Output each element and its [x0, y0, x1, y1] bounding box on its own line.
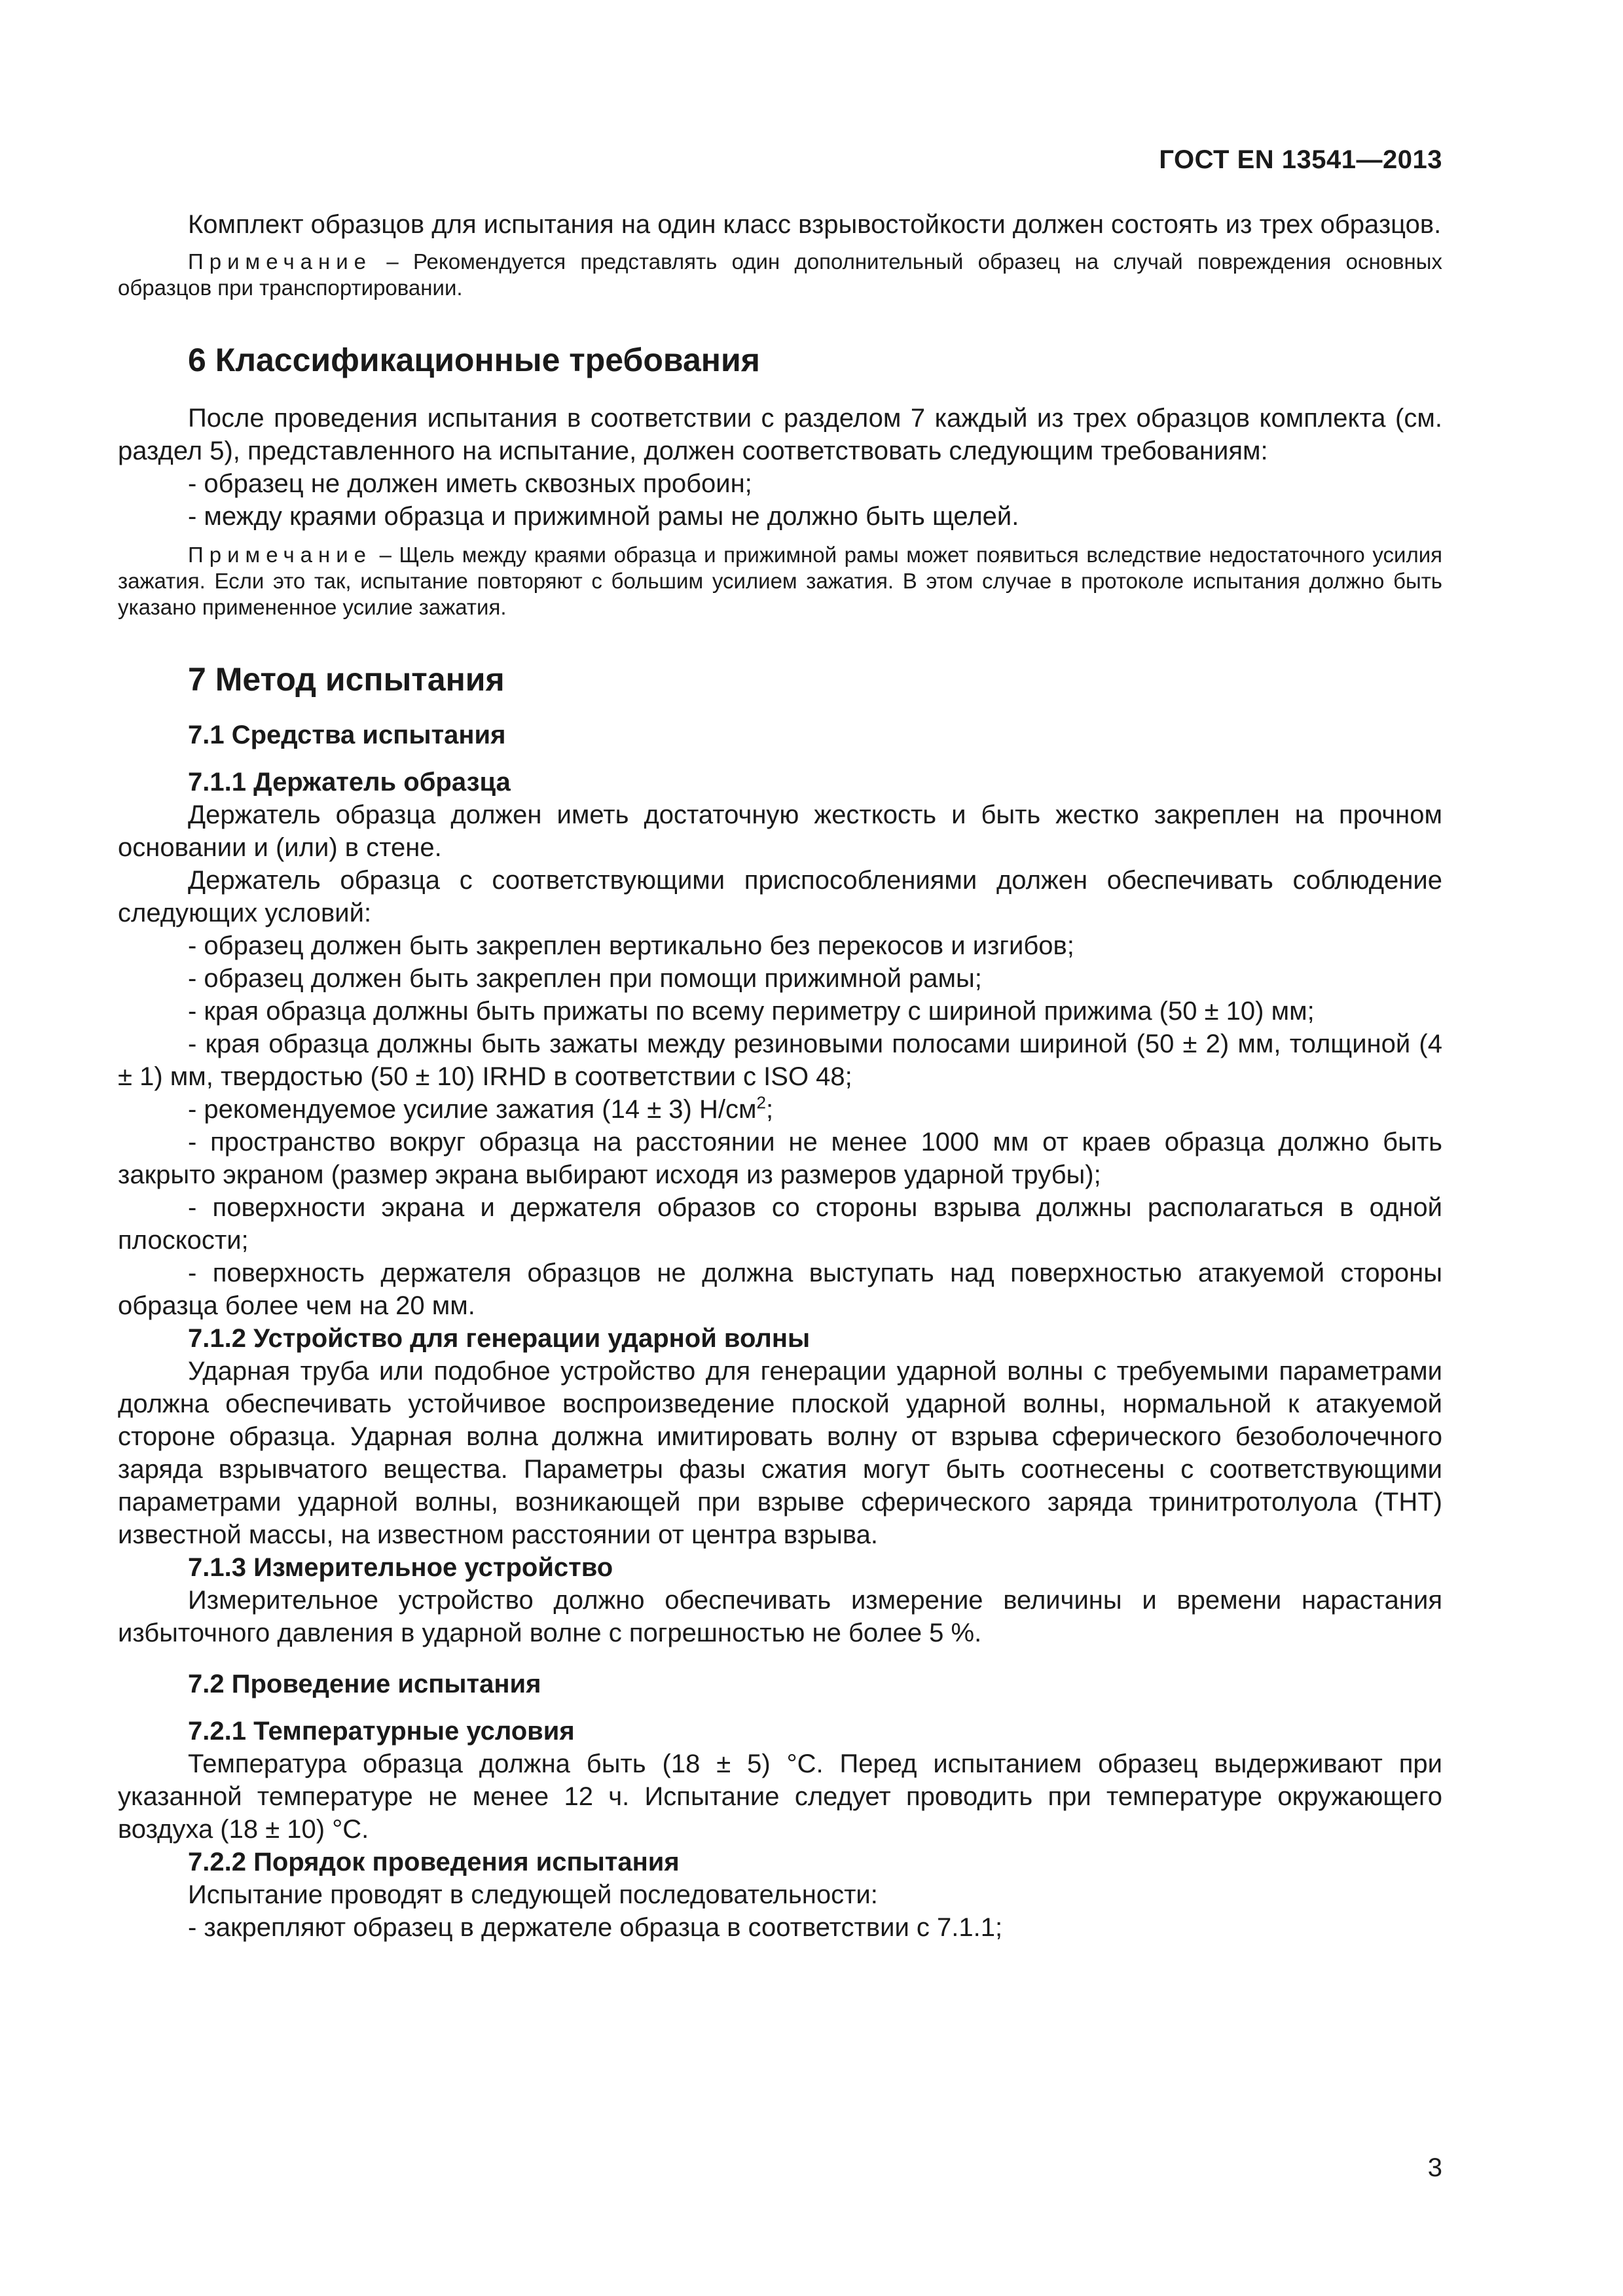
paragraph: Ударная труба или подобное устройство для генерации ударной волны с требуемыми параметрами должна обеспечивать устойчивое воспроизведение плоской ударной волны, нормальной к атакуемой стороне образца. Ударная волна должна имитировать волну от взрыва сферического безоболочечного заряда взрывчатого вещества. Параметры фазы сжатия могут быть соотнесены с соответствующими параметрами ударной волны, возникающей при взрыве сферического заряда тринитротолуола (ТНТ) известной массы, на известном расстоянии от центра взрыва. — [118, 1357, 1442, 1549]
paragraph: Испытание проводят в следующей последовательности: — [188, 1880, 878, 1909]
list-item-text: - рекомендуемое усилие зажатия (14 ± 3) Н/см — [188, 1095, 757, 1124]
list-item: - закрепляют образец в держателе образца в соответствии с 7.1.1; — [188, 1913, 1003, 1942]
list-item: - пространство вокруг образца на расстоянии не менее 1000 мм от краев образца должно быть закрыто экраном (размер экрана выбирают исходя из размеров ударной трубы); — [118, 1128, 1442, 1189]
document-code: ГОСТ EN 13541—2013 — [1159, 145, 1442, 174]
page-number: 3 — [1427, 2153, 1442, 2182]
paragraph: После проведения испытания в соответствии с разделом 7 каждый из трех образцов комплекта (см. раздел 5), представленного на испытание, должен соответствовать следующим требованиям: — [118, 404, 1442, 465]
subsection-heading: 7.2.1 Температурные условия — [188, 1717, 575, 1746]
paragraph: Температура образца должна быть (18 ± 5) °С. Перед испытанием образец выдерживают при указанной температуре не менее 12 ч. Испытание следует проводить при температуре окружающего воздуха (18 ± 10) °С. — [118, 1749, 1442, 1844]
subsection-heading: 7.1.2 Устройство для генерации ударной волны — [188, 1324, 811, 1353]
superscript: 2 — [756, 1092, 766, 1113]
note-label: Примечание — [188, 543, 373, 567]
section-heading: 6 Классификационные требования — [188, 342, 760, 378]
list-item-end: ; — [765, 1095, 774, 1124]
paragraph: Держатель образца должен иметь достаточную жесткость и быть жестко закреплен на прочном основании и (или) в стене. — [118, 800, 1442, 862]
paragraph: Держатель образца с соответствующими приспособлениями должен обеспечивать соблюдение следующих условий: — [118, 866, 1442, 927]
subsection-heading: 7.1 Средства испытания — [188, 721, 506, 749]
note-text: – Щель между краями образца и прижимной рамы может появиться вследствие недостаточного усилия зажатия. Если это так, испытание повторяют с большим усилием зажатия. В этом случае в протоколе испытания должно быть указано примененное усилие зажатия. — [118, 543, 1442, 619]
note-label: Примечание — [188, 249, 373, 274]
list-item: - края образца должны быть прижаты по всему периметру с шириной прижима (50 ± 10) мм; — [188, 997, 1315, 1026]
list-item: - между краями образца и прижимной рамы не должно быть щелей. — [188, 502, 1019, 531]
paragraph: Измерительное устройство должно обеспечивать измерение величины и времени нарастания избыточного давления в ударной волне с погрешностью не более 5 %. — [118, 1586, 1442, 1647]
subsection-heading: 7.1.1 Держатель образца — [188, 768, 511, 797]
list-item: - поверхности экрана и держателя образов со стороны взрыва должны располагаться в одной плоскости; — [118, 1193, 1442, 1255]
subsection-heading: 7.2 Проведение испытания — [188, 1670, 541, 1698]
section-heading: 7 Метод испытания — [188, 661, 505, 698]
list-item: - образец не должен иметь сквозных пробоин; — [188, 469, 752, 498]
paragraph: Комплект образцов для испытания на один класс взрывостойкости должен состоять из трех образцов. — [188, 210, 1442, 239]
note — [118, 249, 1442, 301]
subsection-heading: 7.1.3 Измерительное устройство — [188, 1553, 613, 1582]
list-item: - образец должен быть закреплен при помощи прижимной рамы; — [188, 964, 982, 993]
subsection-heading: 7.2.2 Порядок проведения испытания — [188, 1848, 680, 1876]
note — [118, 542, 1442, 620]
list-item: - поверхность держателя образцов не должна выступать над поверхностью атакуемой стороны образца более чем на 20 мм. — [118, 1259, 1442, 1320]
list-item: - образец должен быть закреплен вертикально без перекосов и изгибов; — [188, 931, 1074, 960]
note-text: – Рекомендуется представлять один дополнительный образец на случай повреждения основных образцов при транспортировании. — [118, 249, 1442, 300]
list-item: - края образца должны быть зажаты между резиновыми полосами шириной (50 ± 2) мм, толщиной (4 ± 1) мм, твердостью (50 ± 10) IRHD в соответствии с ISO 48; — [118, 1030, 1442, 1091]
list-item — [118, 1093, 1442, 1126]
page-content — [118, 208, 1442, 1944]
